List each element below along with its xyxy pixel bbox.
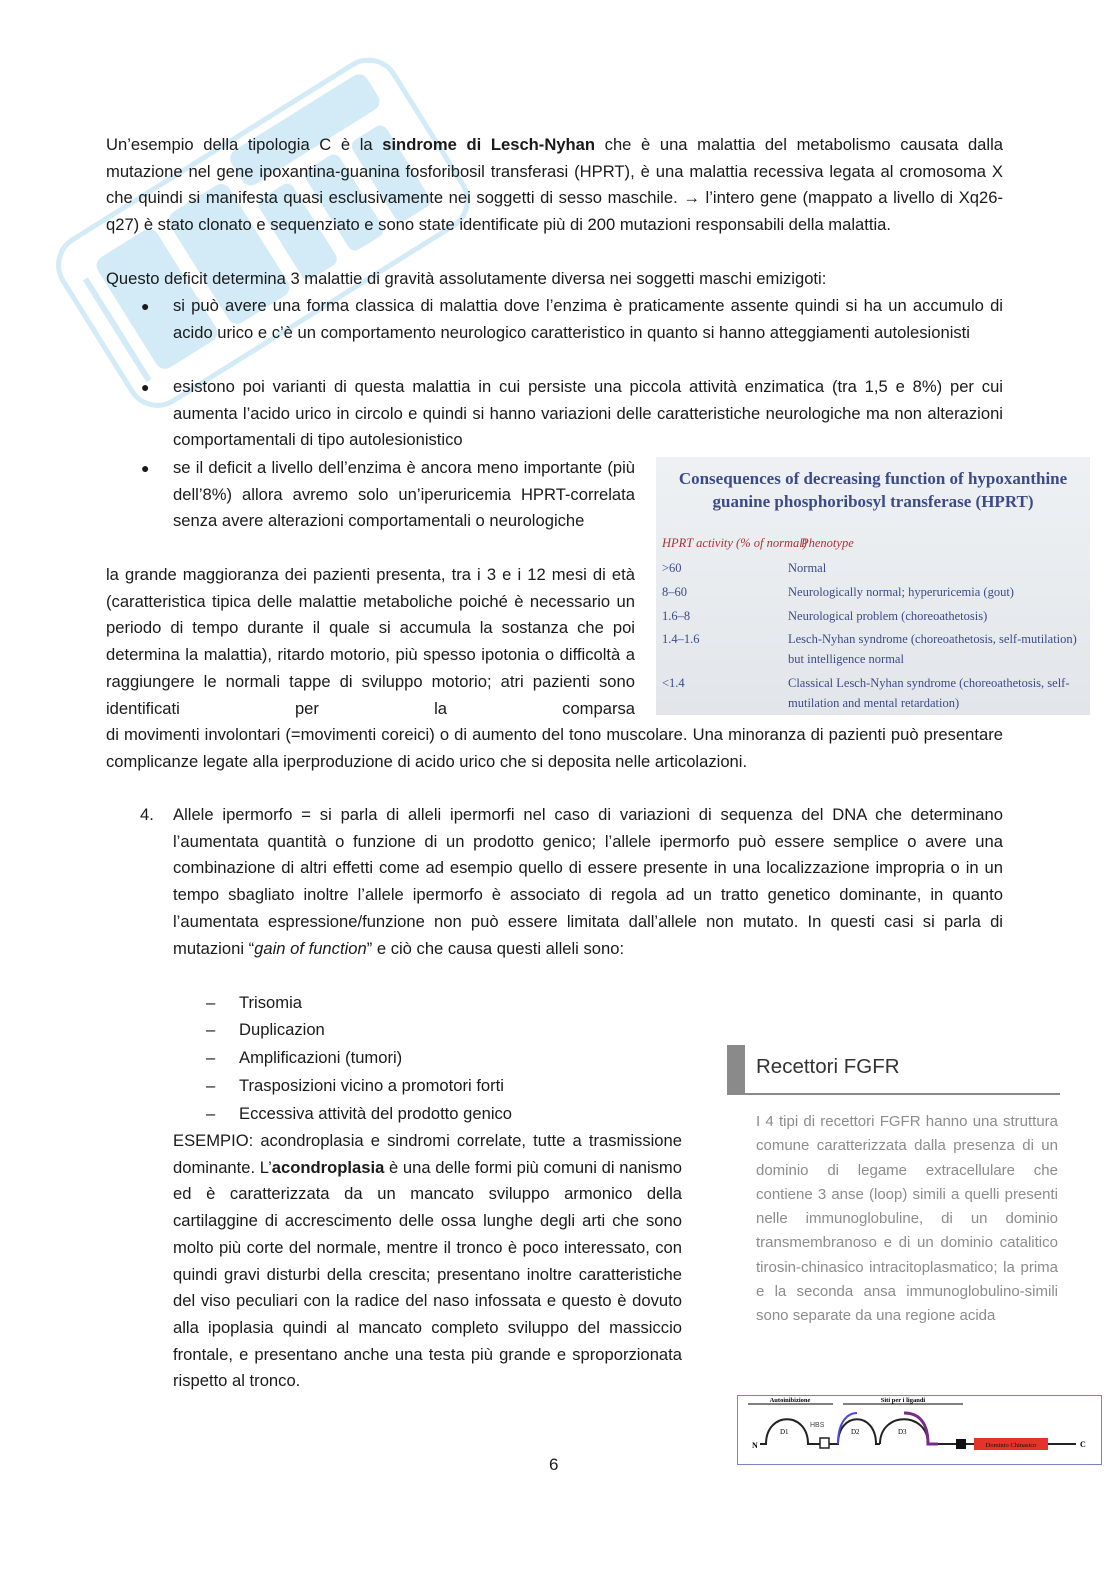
d2-label: D2: [851, 1428, 860, 1436]
sidebar-accent-bar: [727, 1045, 745, 1093]
d1-label: D1: [780, 1428, 789, 1436]
bullet-text: si può avere una forma classica di malattia dove l’enzima è praticamente assente quindi si ha un accumulo di acido urico e c’è un comportamento neurologico caratteristico in quanto si hanno atteggiamenti autolesionisti: [173, 296, 1003, 342]
hprt-cell-activity: <1.4: [662, 676, 685, 690]
d3-binding-segment: [904, 1413, 938, 1444]
dash-item-text: Amplificazioni (tumori): [239, 1048, 403, 1067]
bullet-icon: ●: [141, 460, 150, 476]
autoinhibition-label: Autoinibizione: [769, 1397, 811, 1404]
kinase-domain-label: Dominio Chinasico: [985, 1442, 1037, 1449]
bullet-icon: ●: [141, 379, 150, 395]
intro-text-a: Un’esempio della tipologia C è la: [106, 135, 383, 154]
hprt-cell-phenotype: Normal: [788, 561, 827, 575]
bullet-item: [141, 293, 1003, 346]
dash-item-text: Duplicazion: [239, 1020, 325, 1039]
dash-item-text: Eccessiva attività del prodotto genico: [239, 1104, 513, 1123]
hprt-cell-activity: 1.6–8: [662, 609, 691, 623]
page-number: 6: [549, 1455, 559, 1474]
hprt-table-title: Consequences of decreasing function of hypoxanthine guanine phosphoribosyl transferase (HPRT): [678, 469, 1068, 511]
sidebar-title: Recettori FGFR: [756, 1055, 900, 1078]
gain-of-function-term: gain of function: [254, 938, 367, 958]
hprt-table-figure: [656, 457, 1090, 715]
hprt-cell-phenotype: Neurological problem (choreoathetosis): [788, 609, 988, 623]
intro-paragraph: [106, 132, 1003, 239]
hprt-cell-phenotype: Classical Lesch-Nyhan syndrome (choreoathetosis, self-mutilation and mental retardation): [788, 676, 1070, 710]
dash-item-text: Trasposizioni vicino a promotori forti: [239, 1076, 504, 1095]
bullet-text: esistono poi varianti di questa malattia in cui persiste una piccola attività enzimatica (tra 1,5 e 8%) per cui aumenta l’acido urico in circolo e quindi si hanno variazioni delle caratteristiche neurologiche ma non alterazioni comportamentali di tipo autolesionistico: [173, 377, 1003, 450]
dash-item-text: Trisomia: [239, 993, 302, 1012]
hypermorph-text-a: Allele ipermorfo = si parla di alleli ipermorfi nel caso di variazioni di sequenza del DNA che determinano l’aumentata quantità o funzione di un prodotto genico; l’allele ipermorfo può essere semplice o avere una combinazione di altri effetti come ad esempio quello di essere presente in una localizzazione impropria o in un tempo sbagliato inoltre l’allele ipermorfo è associato di regola ad un tratto genetico dominante, in quanto l’aumentata espressione/funzione non può essere limitata dall’allele non mutato. In questi casi si parla di mutazioni “: [173, 805, 1003, 958]
hprt-cell-activity: >60: [662, 561, 682, 575]
c-terminus-label: C: [1080, 1440, 1086, 1449]
acid-box: [820, 1438, 829, 1448]
n-terminus-label: N: [752, 1441, 758, 1450]
bullet-text: se il deficit a livello dell’enzima è ancora meno importante (più dell’8%) allora avremo solo un’iperuricemia HPRT-correlata senza avere alterazioni comportamentali o neurologiche: [173, 458, 635, 531]
list-number: 4.: [140, 805, 154, 824]
hprt-cell-phenotype: Lesch-Nyhan syndrome (choreoathetosis, self-mutilation) but intelligence normal: [788, 632, 1077, 666]
hprt-cell-activity: 8–60: [662, 585, 687, 599]
patients-paragraph-cont: di movimenti involontari (=movimenti coreici) o di aumento del tono muscolare. Una minoranza di pazienti può presentare complicanze legate alla iperproduzione di acido urico che si deposita nelle articolazioni.: [106, 725, 1003, 771]
example-text-b: è una delle formi più comuni di nanismo ed è caratterizzata da un mancato sviluppo armonico della cartilaggine di accrescimento delle ossa lunghe degli arti che sono molto più corte del normale, mentre il tronco è poco interessato, con quindi gravi disturbi della crescita; presentano inoltre caratteristiche del viso peculiari con la radice del naso infossata e questo è dovuto alla ipoplasia quindi al mancato completo sviluppo del massiccio frontale, e presentano anche una testa più grande e sproporzionata rispetto al tronco.: [173, 1157, 682, 1391]
sidebar-header: [727, 1045, 1060, 1095]
fgfr-structure-diagram: [737, 1395, 1102, 1465]
sidebar-text: I 4 tipi di recettori FGFR hanno una struttura comune caratterizzata dalla presenza di un dominio di legame extracellulare che contiene 3 anse (loop) simili a quelli presenti nelle immunoglobuline, di un dominio transmembranoso e di un dominio catalitico tirosin-chinasico intracitoplasmatico; la prima e la seconda ansa immunoglobulino-simili sono separate da una regione acida: [756, 1113, 1058, 1325]
hprt-col-phenotype-header: Phenotype: [801, 536, 854, 550]
intro-text-b: che è una malattia del metabolismo causata dalla mutazione nel gene ipoxantina-guanina fosforibosil transferasi (HPRT), è una malattia recessiva legata al cromosoma X che quindi si manifesta quasi esclusivamente nei soggetti di sesso maschile. → l’intero gene (mappato a livello di Xq26-q27) è stato clonato e sequenziato e sono state identificate più di 200 mutazioni responsabili della malattia.: [106, 135, 1004, 235]
hypermorph-paragraph: [173, 802, 1003, 962]
deficit-intro: Questo deficit determina 3 malattie di gravità assolutamente diversa nei soggetti maschi emizigoti:: [106, 269, 827, 288]
bullet-icon: ●: [141, 298, 150, 314]
ligand-sites-label: Siti per i ligandi: [880, 1397, 926, 1404]
hbs-label: HBS: [810, 1422, 825, 1429]
sidebar-divider: [727, 1093, 1060, 1095]
hprt-cell-activity: 1.4–1.6: [662, 632, 700, 646]
d3-label: D3: [898, 1428, 907, 1436]
hprt-cell-phenotype: Neurologically normal; hyperuricemia (gout): [788, 585, 1014, 599]
transmembrane-box: [956, 1439, 966, 1449]
achondroplasia-paragraph: [173, 1128, 682, 1395]
example-text-a: ESEMPIO: acondroplasia e sindromi correlate, tutte a trasmissione dominante. L’: [173, 1131, 682, 1177]
lesch-nyhan-term: sindrome di Lesch-Nyhan: [382, 135, 596, 154]
patients-paragraph: la grande maggioranza dei pazienti presenta, tra i 3 e i 12 mesi di età (caratteristica tipica delle malattie metaboliche poiché è necessario un periodo di tempo durante il quale si accumula la sostanza che poi determina la malattia), ritardo motorio, più spesso ipotonia o difficoltà a raggiungere le normali tappe di sviluppo motorio; atri pazienti sono identificati per la comparsa: [106, 565, 635, 718]
hprt-col-activity-header: HPRT activity (% of normal): [662, 536, 807, 550]
bullet-item: [141, 374, 1003, 454]
bullet-item: [141, 455, 635, 535]
achondroplasia-term: acondroplasia: [271, 1157, 385, 1177]
hypermorph-text-b: ” e ciò che causa questi alleli sono:: [366, 938, 625, 958]
